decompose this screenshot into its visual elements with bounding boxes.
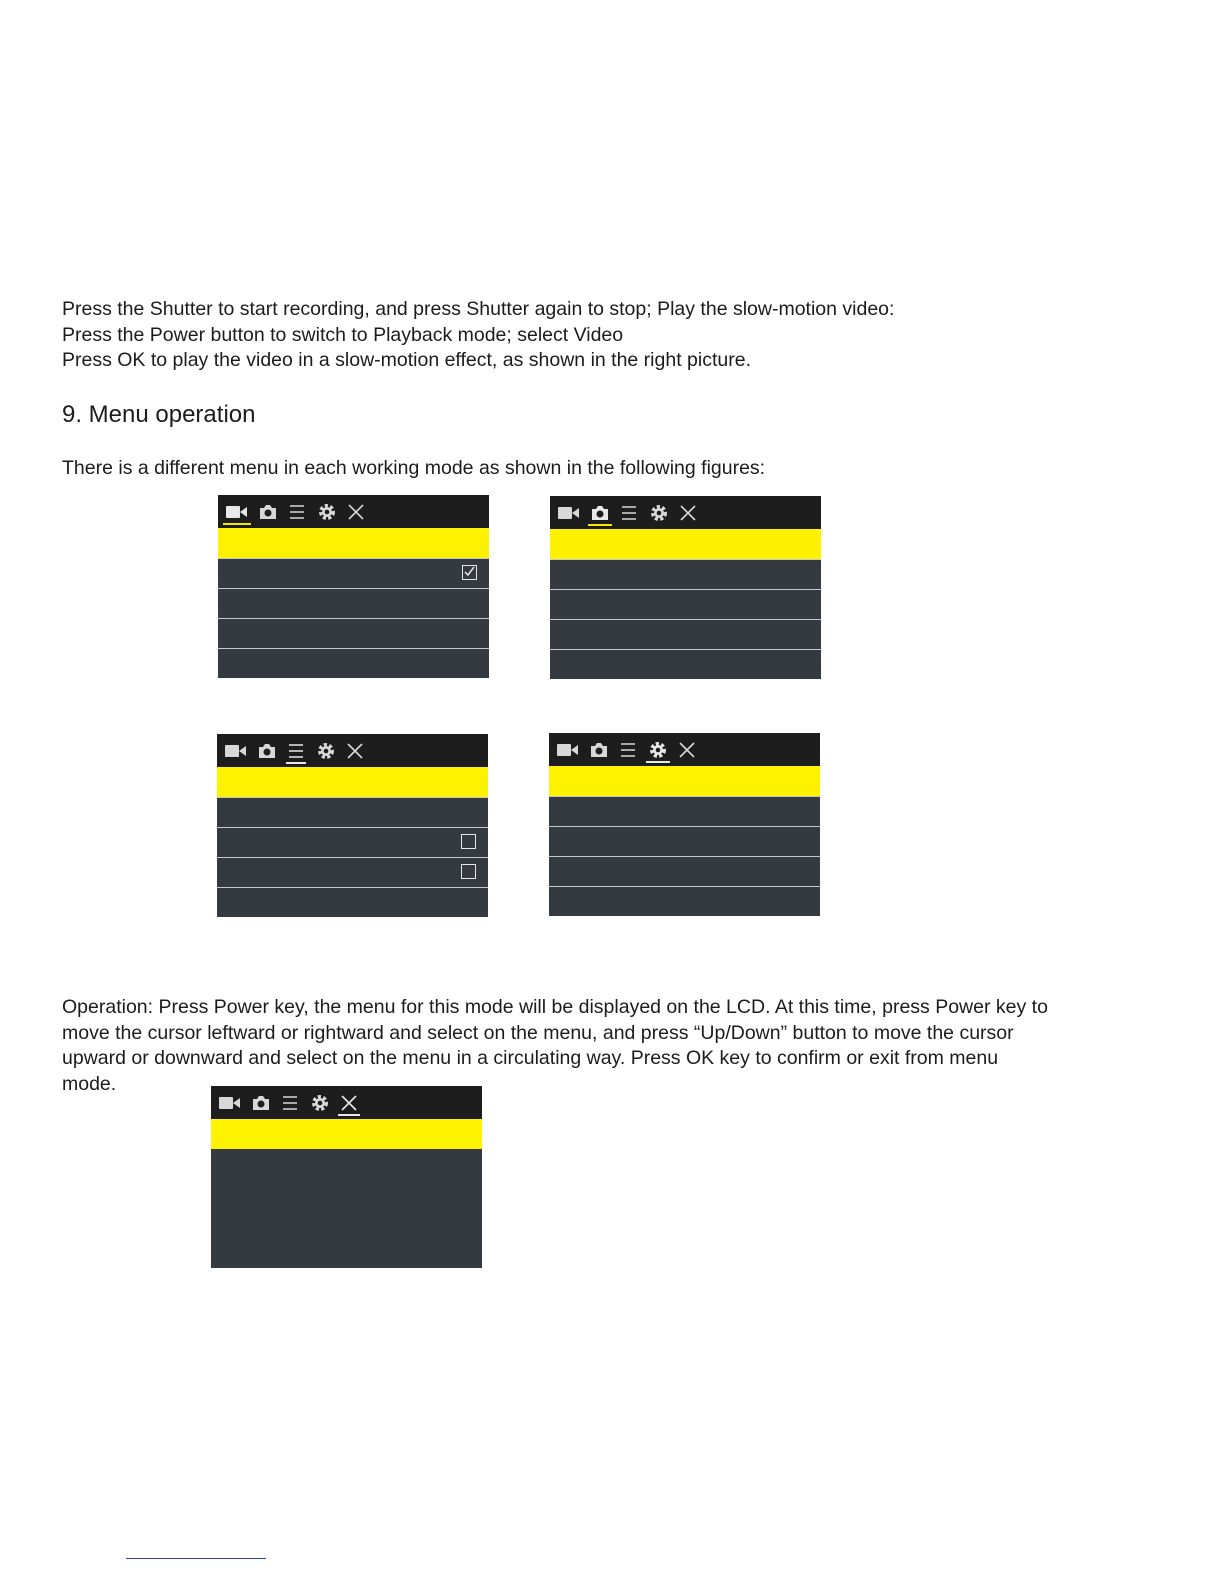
settings-gear-icon — [318, 503, 336, 521]
menu-highlighted-row — [549, 766, 820, 796]
playback-list-icon — [289, 742, 303, 760]
video-camera-icon — [226, 503, 248, 521]
settings-gear-icon — [650, 504, 668, 522]
operation-line: upward or downward and select on the menu in a circulating way. Press OK key to confirm or exit from menu — [62, 1047, 999, 1069]
menu-row — [218, 648, 489, 678]
operation-line: Operation: Press Power key, the menu for this mode will be displayed on the LCD. At this time, press Power key to — [62, 996, 1048, 1018]
operation-line: move the cursor leftward or rightward and select on the menu, and press “Up/Down” button to move the cursor — [62, 1021, 1014, 1044]
photo-camera-icon — [590, 741, 608, 759]
operation-line: mode. — [62, 1072, 117, 1095]
menu-row — [549, 796, 820, 826]
menu-row — [549, 856, 820, 886]
menu-tab-bar — [218, 495, 489, 528]
exit-close-icon — [679, 741, 695, 759]
menu-tab-bar — [550, 496, 821, 529]
settings-gear-icon — [311, 1094, 329, 1112]
settings-mode-menu-figure — [549, 733, 820, 915]
settings-gear-icon — [649, 741, 667, 759]
menu-highlighted-row — [217, 767, 488, 797]
video-mode-menu-figure — [218, 495, 489, 677]
menu-row — [549, 886, 820, 916]
intro-line: Press the Power button to switch to Playback mode; select Video — [62, 323, 624, 346]
photo-camera-icon — [258, 742, 276, 760]
photo-camera-icon — [259, 503, 277, 521]
menu-tab-bar — [217, 734, 488, 767]
menu-row — [217, 887, 488, 917]
section-heading: 9. Menu operation — [62, 401, 256, 428]
menu-highlighted-row — [550, 529, 821, 559]
intro-paragraph — [62, 297, 894, 374]
menu-highlighted-row — [218, 528, 489, 558]
menu-tab-bar — [549, 733, 820, 766]
playback-list-icon — [290, 503, 304, 521]
menu-row — [550, 559, 821, 589]
exit-close-icon — [341, 1094, 357, 1112]
video-camera-icon — [557, 741, 579, 759]
intro-line: Press the Shutter to start recording, and press Shutter again to stop; Play the slow-motion video: — [62, 298, 895, 320]
menu-row — [218, 618, 489, 648]
menu-highlighted-row — [211, 1119, 482, 1149]
video-camera-icon — [558, 504, 580, 522]
lead-paragraph — [62, 456, 765, 482]
playback-list-icon — [621, 741, 635, 759]
playback-list-icon — [283, 1094, 297, 1112]
menu-row — [550, 619, 821, 649]
lead-line: There is a different menu in each working mode as shown in the following figures: — [62, 457, 766, 479]
footer-link-underline — [126, 1558, 266, 1559]
menu-row — [550, 649, 821, 679]
exit-menu-figure — [211, 1086, 482, 1268]
menu-row — [217, 797, 488, 827]
settings-gear-icon — [317, 742, 335, 760]
menu-row — [549, 826, 820, 856]
menu-row — [218, 558, 489, 588]
menu-row — [217, 827, 488, 857]
exit-close-icon — [680, 504, 696, 522]
menu-tab-bar — [211, 1086, 482, 1119]
photo-camera-icon — [591, 504, 609, 522]
menu-row — [218, 588, 489, 618]
unchecked-checkbox-icon — [461, 834, 476, 849]
exit-close-icon — [347, 742, 363, 760]
checked-checkbox-icon — [462, 565, 477, 580]
photo-camera-icon — [252, 1094, 270, 1112]
unchecked-checkbox-icon — [461, 864, 476, 879]
operation-paragraph — [62, 995, 1162, 1097]
menu-row — [217, 857, 488, 887]
video-camera-icon — [219, 1094, 241, 1112]
exit-close-icon — [348, 503, 364, 521]
photo-mode-menu-figure — [550, 496, 821, 678]
playback-list-icon — [622, 504, 636, 522]
menu-body — [211, 1149, 482, 1268]
menu-row — [550, 589, 821, 619]
video-camera-icon — [225, 742, 247, 760]
intro-line: Press OK to play the video in a slow-motion effect, as shown in the right picture. — [62, 349, 751, 371]
playback-mode-menu-figure — [217, 734, 488, 916]
